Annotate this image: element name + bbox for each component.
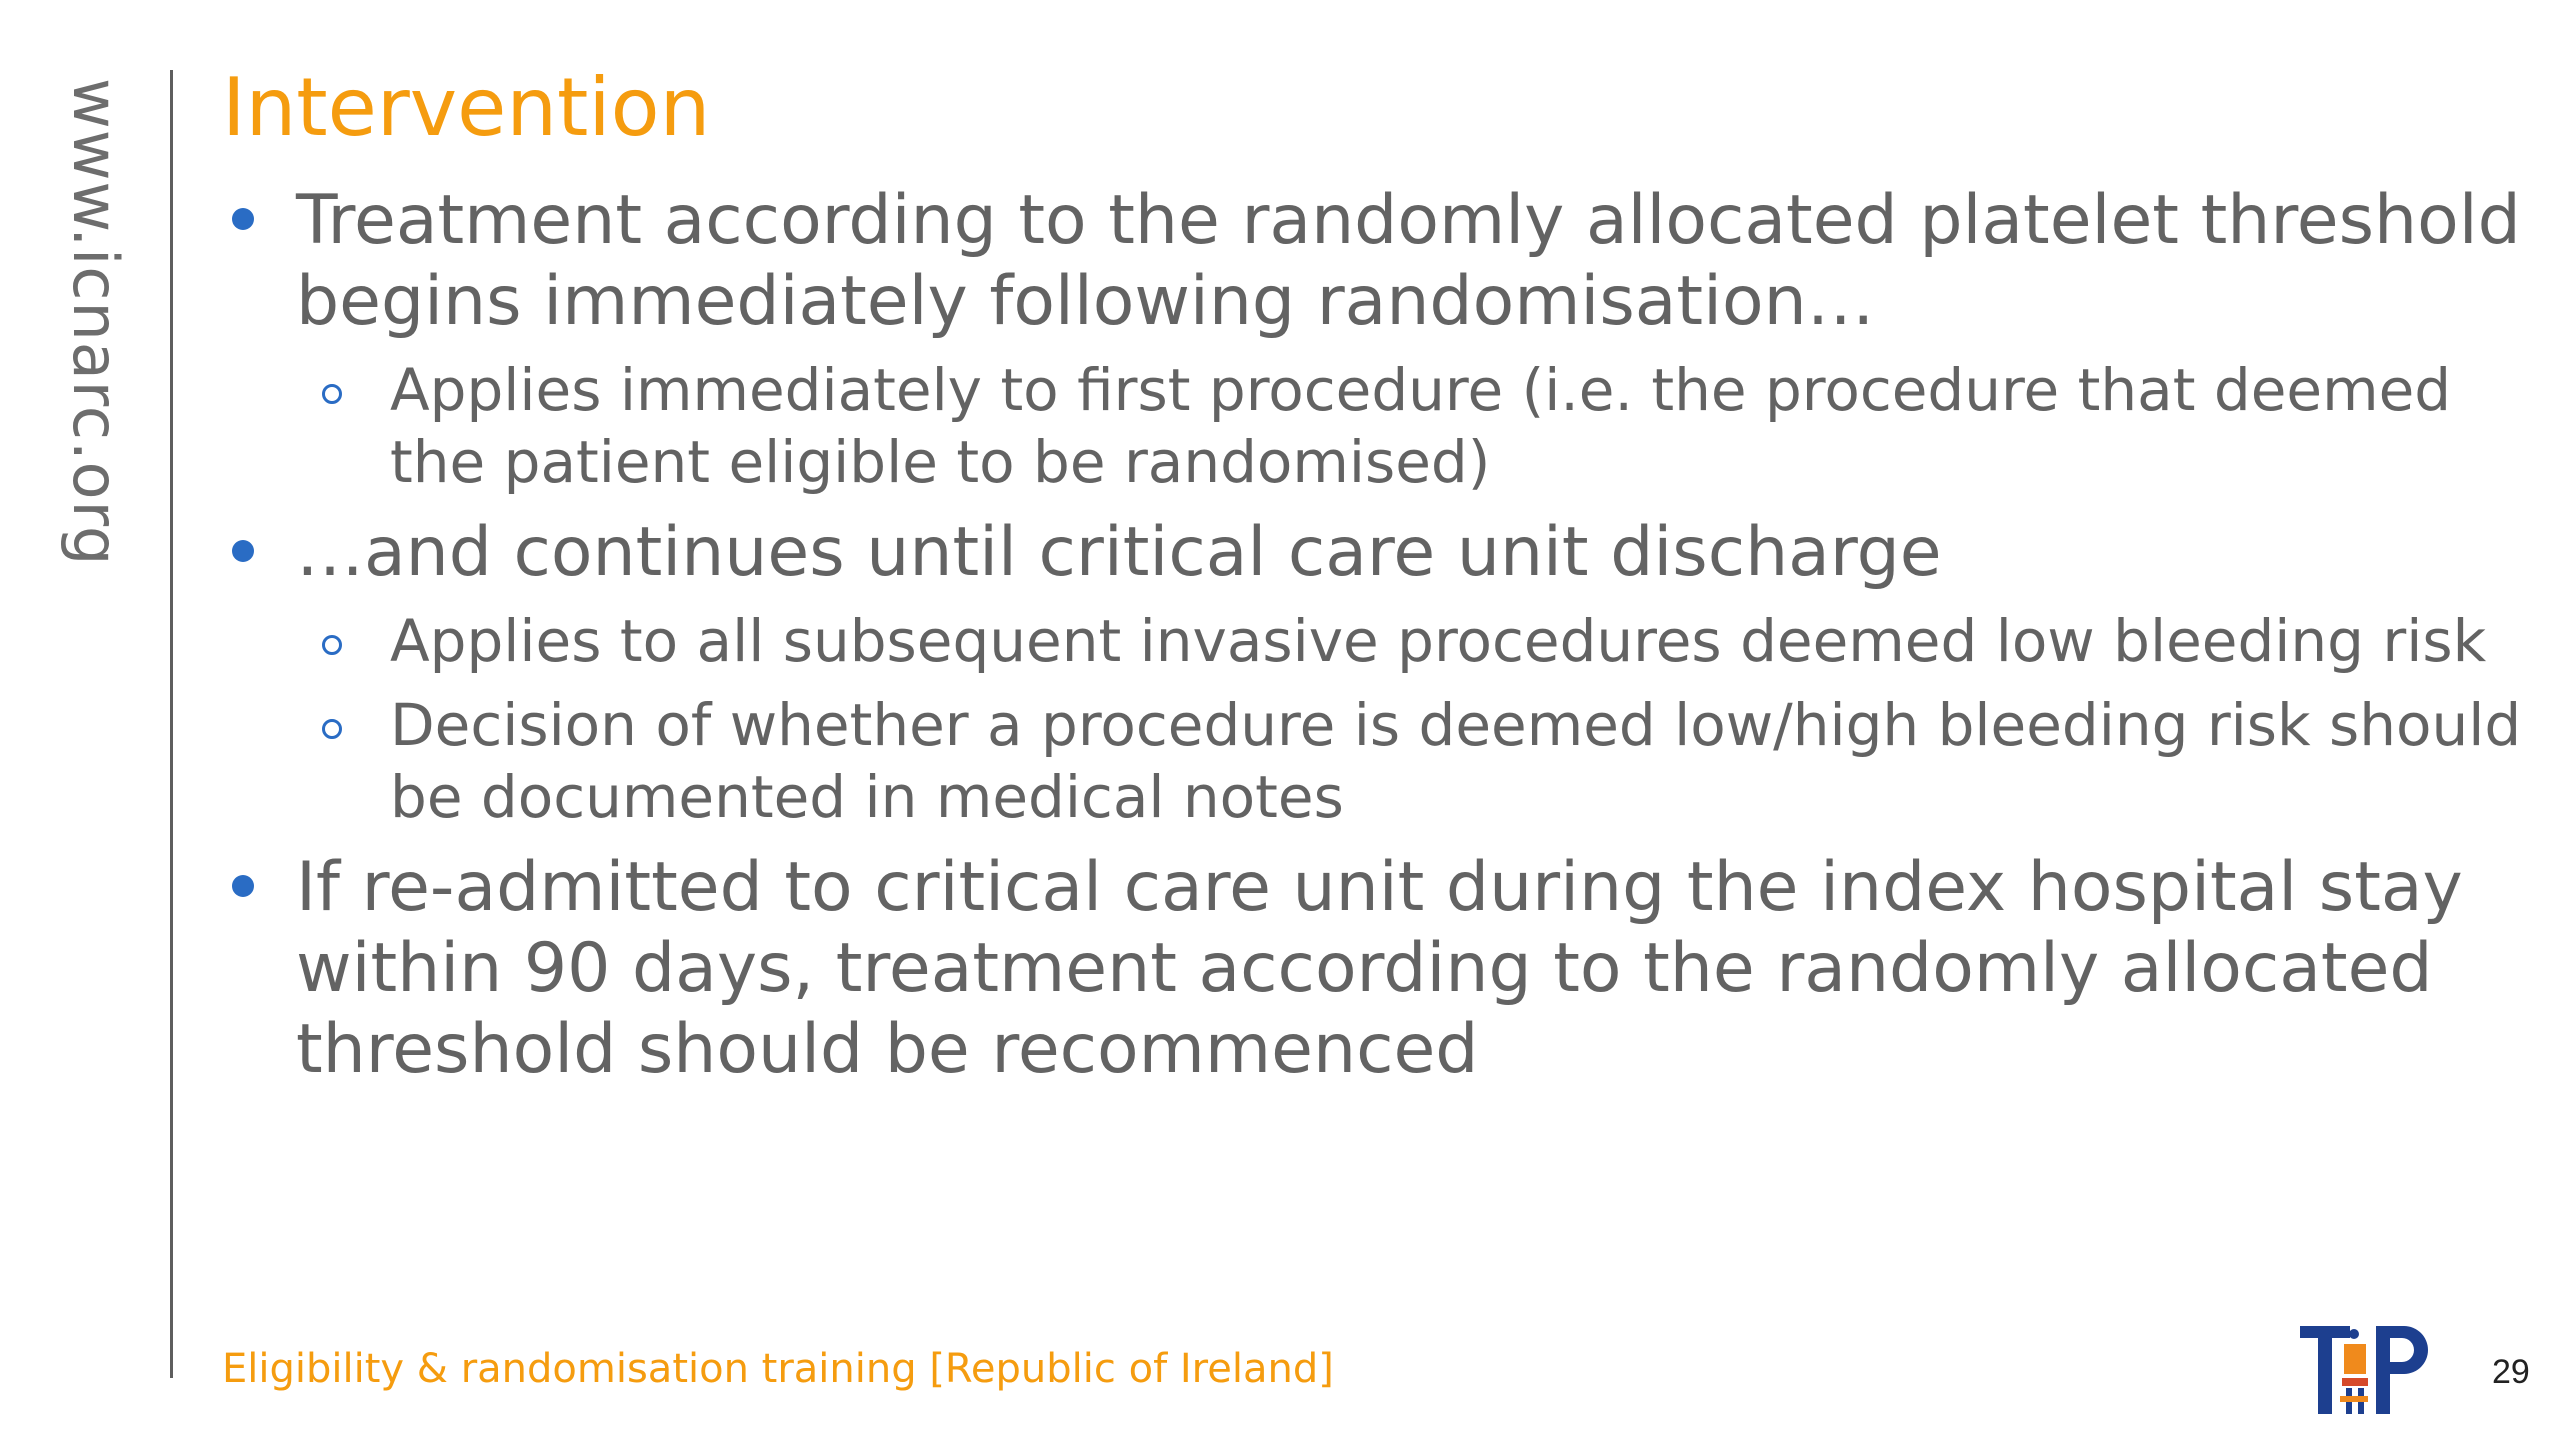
sub-bullet-ring-icon <box>322 384 342 404</box>
sub-bullet-item <box>222 354 2532 498</box>
sub-bullet-item <box>222 689 2532 833</box>
bullet-dot-icon <box>232 875 254 897</box>
bullet-text: …and continues until critical care unit discharge <box>296 513 1942 592</box>
footer-course-title: Eligibility & randomisation training [Republic of Ireland] <box>222 1346 1334 1392</box>
website-url: www.icnarc.org <box>59 78 132 567</box>
sub-bullet-text: Applies to all subsequent invasive procedures deemed low bleeding risk <box>390 607 2487 675</box>
bullet-text: Treatment according to the randomly allocated platelet threshold begins immediately following randomisation… <box>296 181 2521 341</box>
bullet-item <box>222 180 2532 342</box>
bullet-dot-icon <box>232 540 254 562</box>
sub-bullet-text: Decision of whether a procedure is deemed low/high bleeding risk should be documented in medical notes <box>390 691 2522 831</box>
sub-bullet-ring-icon <box>322 635 342 655</box>
sub-bullet-item <box>222 605 2532 677</box>
vertical-divider <box>170 70 173 1378</box>
bullet-text: If re-admitted to critical care unit during the index hospital stay within 90 days, treatment according to the randomly allocated threshold should be recommenced <box>296 848 2463 1089</box>
bullet-item <box>222 512 2532 593</box>
bullet-dot-icon <box>232 208 254 230</box>
t4p-logo-icon <box>2296 1318 2428 1418</box>
page-number: 29 <box>2492 1353 2530 1391</box>
sub-bullet-text: Applies immediately to first procedure (i.e. the procedure that deemed the patient eligible to be randomised) <box>390 356 2452 496</box>
sub-bullet-ring-icon <box>322 719 342 739</box>
bullet-item <box>222 847 2532 1090</box>
slide-content <box>222 180 2532 1090</box>
slide-title: Intervention <box>222 61 711 154</box>
